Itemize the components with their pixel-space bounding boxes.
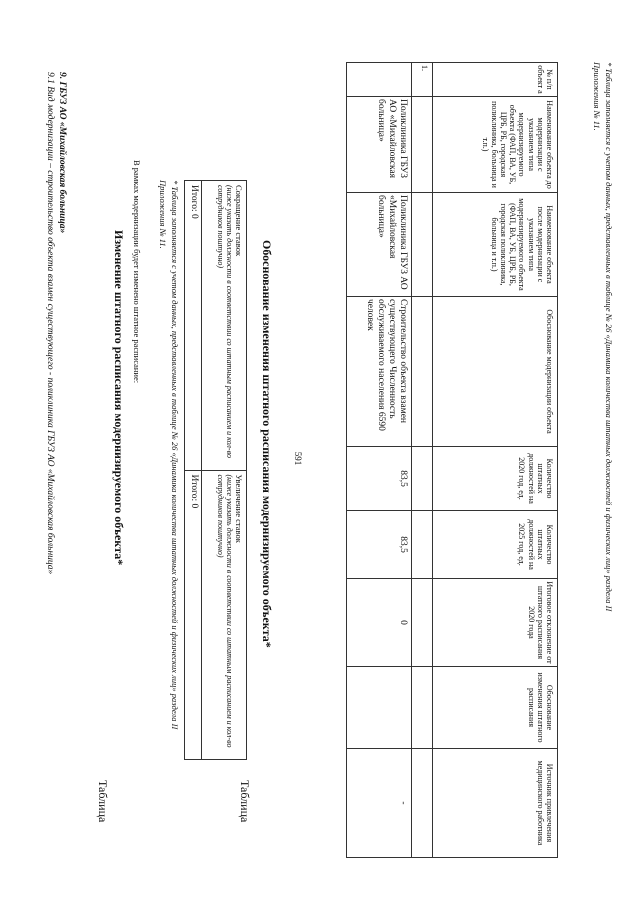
table2-footnote-line2: Приложения № 11. xyxy=(592,62,602,131)
table2-label: Таблица xyxy=(238,780,252,823)
increase-total: Итого: 0 xyxy=(185,470,202,760)
row-number: 1. xyxy=(412,63,433,97)
table1-footnote: * Таблица заполняется с учетом данных, представленных в таблице № 26 «Динамика количества штатных должностей и физических лиц» раздела II xyxy=(170,180,180,730)
reduction-total: Итого: 0 xyxy=(185,181,202,471)
page-number: 591 xyxy=(293,451,303,466)
table1-heading: Изменение штатного расписания модернизируемого объекта* xyxy=(112,230,126,566)
table1-label: Таблица xyxy=(96,780,110,823)
staff-2020: 83,5 xyxy=(347,447,412,511)
table2-heading: Обоснование изменения штатного расписания модернизируемого объекта* xyxy=(260,240,274,648)
staffing-change-table xyxy=(184,180,247,760)
section-title: 9. ГБУЗ АО «Михайловская больница» xyxy=(57,72,67,234)
reduction-note: (ниже указать должности в соответствии со штатным расписанием и кол-во сотрудников поштучно) xyxy=(216,185,234,458)
object-after: Поликлиника ГБУЗ АО «Михайловская больница» xyxy=(347,193,412,297)
object-before: Поликлиника ГБУЗ АО «Михайловская больница» xyxy=(347,97,412,193)
increase-cell xyxy=(202,470,247,760)
table1-intro: В рамках модернизации будет изменено штатное расписание: xyxy=(132,160,142,384)
staffing-justification-table xyxy=(346,62,558,858)
header-source: Источник привлечения медицинского работника xyxy=(433,749,558,858)
increase-head: Увеличение ставок xyxy=(234,474,244,543)
page-content xyxy=(20,40,620,875)
table2-footnote: * Таблица заполняется с учетом данных, представленных в таблице № 26 «Динамика количества штатных должностей и физических лиц» раздела II xyxy=(604,62,614,612)
header-staff-2025: Количество штатных должностей на 2025 год, ед. xyxy=(433,511,558,579)
header-deviation: Итоговое отклонение от штатного расписания 2020 года xyxy=(433,579,558,667)
table-row xyxy=(347,63,412,858)
table1-footnote-line2: Приложения № 11. xyxy=(158,180,168,249)
header-after: Наименование объекта после модернизации с указанием типа модернизируемого объекта (ФАП, ВА, УБ, ЦРБ, РБ, городская поликлиника, больница и т.п.) xyxy=(433,193,558,297)
header-change-reason: Обоснование изменения штатного расписания xyxy=(433,667,558,749)
table-row xyxy=(202,181,247,760)
deviation: 0 xyxy=(347,579,412,667)
reduction-cell xyxy=(202,181,247,471)
table-row xyxy=(185,181,202,760)
staff-2025: 83,5 xyxy=(347,511,412,579)
reduction-head: Сокращение ставок xyxy=(234,185,244,257)
worker-source: - xyxy=(347,749,412,858)
header-number: № п/п объект а xyxy=(433,63,558,97)
header-staff-2020: Количество штатных должностей на 2020 год, ед. xyxy=(433,447,558,511)
table-header-row xyxy=(433,63,558,858)
header-before: Наименование объекта до модернизации с указанием типа модернизируемого объекта (ФАП, ВА, УБ, ЦРБ, РБ, городская поликлиника, больница и т.п.) xyxy=(433,97,558,193)
modernization-justification: Строительство объекта взамен существующего Численность обслуживаемого населения 6590 человек xyxy=(347,297,412,447)
change-reason xyxy=(347,667,412,749)
table-row xyxy=(412,63,433,858)
section-subtitle: 9.1 Вид модернизации – строительство объекта взамен существующего - поликлиника ГБУЗ АО «Михайловская больница» xyxy=(45,72,55,575)
increase-note: (ниже указать должности в соответствии со штатным расписанием и кол-во сотрудников поштучно) xyxy=(216,474,234,748)
header-justification: Обоснование модернизации объекта xyxy=(433,297,558,447)
